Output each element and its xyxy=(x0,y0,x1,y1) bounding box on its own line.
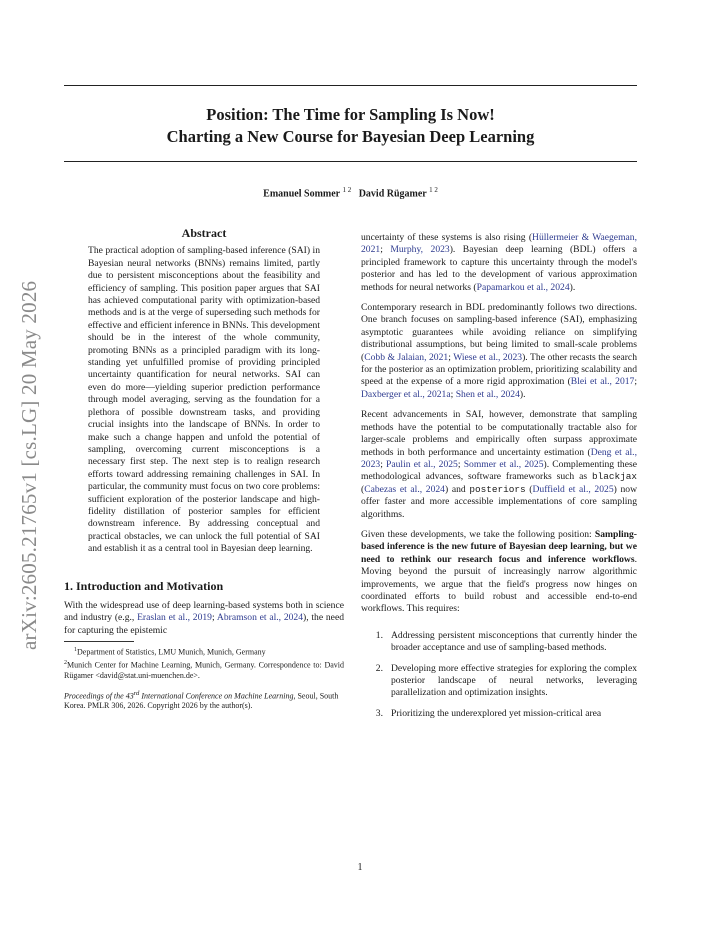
paragraph-4: Given these developments, we take the following position: Sampling-based inference is the new future of Bayesian deep learning, but we need to rethink our research focus and inference workflows. Moving beyond the pursuit of increasingly narrow algorithmic improvements, we argue that the field's progress now hinges on coordinated efforts to build robust and accessible end-to-end workflows. This requires: xyxy=(361,528,637,615)
citation-link[interactable]: Eraslan et al., 2019 xyxy=(137,612,212,624)
intro-heading: 1. Introduction and Motivation xyxy=(64,578,224,593)
footnote-rule xyxy=(64,641,134,642)
citation-link[interactable]: Papamarkou et al., 2024 xyxy=(476,281,570,293)
paragraph-3: Recent advancements in SAI, however, demonstrate that sampling methods have the potential to be computationally tractable also for larger-scale problems and empirically often surpass approximate methods in both performance and uncertainty estimation (Deng et al., 2023; Paulin et al., 2025; Sommer et al., 2025). Complementing these methodological advances, software frameworks such as blackjax (Cabezas et al., 2024) and posteriors (Duffield et al., 2025) now offer faster and more accessible implementations of core sampling algorithms. xyxy=(361,409,638,520)
list-item: 1. Addressing persistent misconceptions that currently hinder the broader acceptance and use of sampling-based methods. xyxy=(375,629,637,654)
citation-link[interactable]: Blei et al., 2017 xyxy=(570,376,635,388)
list-item: 2. Developing more effective strategies for exploring the complex posterior landscape of neural networks, leveraging parallelization and optimization insights. xyxy=(375,662,637,699)
author-2-affiliation: 1 2 xyxy=(429,186,438,194)
title-bottom-rule xyxy=(64,161,637,162)
citation-link[interactable]: Abramson et al., 2024 xyxy=(216,612,304,624)
paper-title xyxy=(64,104,637,148)
code-blackjax: blackjax xyxy=(591,471,637,483)
citation-link[interactable]: Daxberger et al., 2021a xyxy=(361,388,451,400)
citation-link[interactable]: Deng et al., 2023 xyxy=(361,446,637,470)
proceedings-note: Proceedings of the 43rd International Conference on Machine Learning, Seoul, South Korea. PMLR 306, 2026. Copyright 2026 by the author(s). xyxy=(64,689,339,711)
list-item: 3. Prioritizing the underexplored yet mission-critical area xyxy=(375,707,602,719)
author-2: David Rügamer xyxy=(358,188,427,200)
paragraph-2: Contemporary research in BDL predominantly follows two directions. One branch focuses on sampling-based inference (SAI), emphasizing asymptotic guarantees while avoiding reliance on simplifying distributional assumptions, but being limited to small-scale problems (Cobb & Jalaian, 2021; Wiese et al., 2023). The other recasts the search for the posterior as an optimization problem, prioritizing scalability and speed at the expense of a more rigid approximation (Blei et al., 2017; Daxberger et al., 2021a; Shen et al., 2024). xyxy=(361,302,638,400)
citation-link[interactable]: Shen et al., 2024 xyxy=(455,388,520,400)
citation-link[interactable]: Sommer et al., 2025 xyxy=(463,458,544,470)
author-1: Emanuel Sommer xyxy=(263,188,340,200)
citation-link[interactable]: Duffield et al., 2025 xyxy=(532,483,614,495)
citation-link[interactable]: Murphy, 2023 xyxy=(390,244,450,256)
page-number: 1 xyxy=(357,862,363,873)
top-rule xyxy=(64,85,637,86)
citation-link[interactable]: Wiese et al., 2023 xyxy=(453,351,523,363)
right-column xyxy=(361,232,637,728)
arxiv-stamp: arXiv:2605.21765v1 [cs.LG] 20 May 2026 xyxy=(17,280,41,650)
position-statement: Sampling-based inference is the new future of Bayesian deep learning, but we need to rethink our research focus and inference workflows xyxy=(361,528,637,565)
abstract-text: The practical adoption of sampling-based inference (SAI) in Bayesian neural networks (BNNs) remains limited, partly due to persistent misconceptions about the feasibility and efficiency of sampling. This position paper argues that SAI has achieved computational parity with optimization-based methods and is at the verge of superseding such methods for effective and efficient inference in BNNs. This development should be in the interest of the whole community, promoting BNNs as a principled paradigm with its long-standing yet unfulfilled promise of providing principled uncertainty quantification for neural networks. SAI can even do more—yielding superior prediction performance through model averaging, serving as the foundation for a plethora of possible downstream tasks, and providing crucial insights into the landscape of BNNs. In order to make such a change happen and unfold the potential of sampling, overcoming current misconceptions is a necessary first step. The next step is to realign research efforts toward addressing remaining challenges in SAI. In particular, the community must focus on two core problems: sufficient exploration of the posterior landscape and high-fidelity distillation of posterior samples for efficient downstream inference. By addressing conceptual and practical obstacles, we can unlock the full potential of SAI and establish it as a central tool in Bayesian deep learning. xyxy=(88,245,320,555)
code-posteriors: posteriors xyxy=(469,483,526,495)
citation-link[interactable]: Hüllermeier & Waegeman, 2021 xyxy=(361,232,637,256)
intro-paragraph: With the widespread use of deep learning-based systems both in science and industry (e.g., Eraslan et al., 2019; Abramson et al., 2024), the need for capturing the epistemic xyxy=(64,599,344,636)
left-column xyxy=(64,227,344,711)
citation-link[interactable]: Cobb & Jalaian, 2021 xyxy=(364,351,449,363)
paragraph-1: uncertainty of these systems is also rising (Hüllermeier & Waegeman, 2021; Murphy, 2023). Bayesian deep learning (BDL) offers a principled framework to capture this uncertainty through the model's posterior and has led to the development of various approximation methods for neural networks (Papamarkou et al., 2024). xyxy=(361,232,637,293)
abstract-heading: Abstract xyxy=(181,226,227,240)
citation-link[interactable]: Cabezas et al., 2024 xyxy=(364,483,445,495)
title-line-1: Position: The Time for Sampling Is Now! xyxy=(206,105,495,124)
title-line-2: Charting a New Course for Bayesian Deep Learning xyxy=(166,127,535,146)
citation-link[interactable]: Paulin et al., 2025 xyxy=(386,458,458,470)
author-list xyxy=(64,186,637,199)
requirements-list xyxy=(361,630,637,720)
author-1-affiliation: 1 2 xyxy=(342,186,352,194)
affiliation-footnote: $^1$Department of Statistics, LMU Munich, Munich, Germany $^2$Munich Center for Machine Learning, Munich, Germany. Correspondence to: David Rügamer <david@stat.uni-muenchen.de>. xyxy=(64,647,344,680)
